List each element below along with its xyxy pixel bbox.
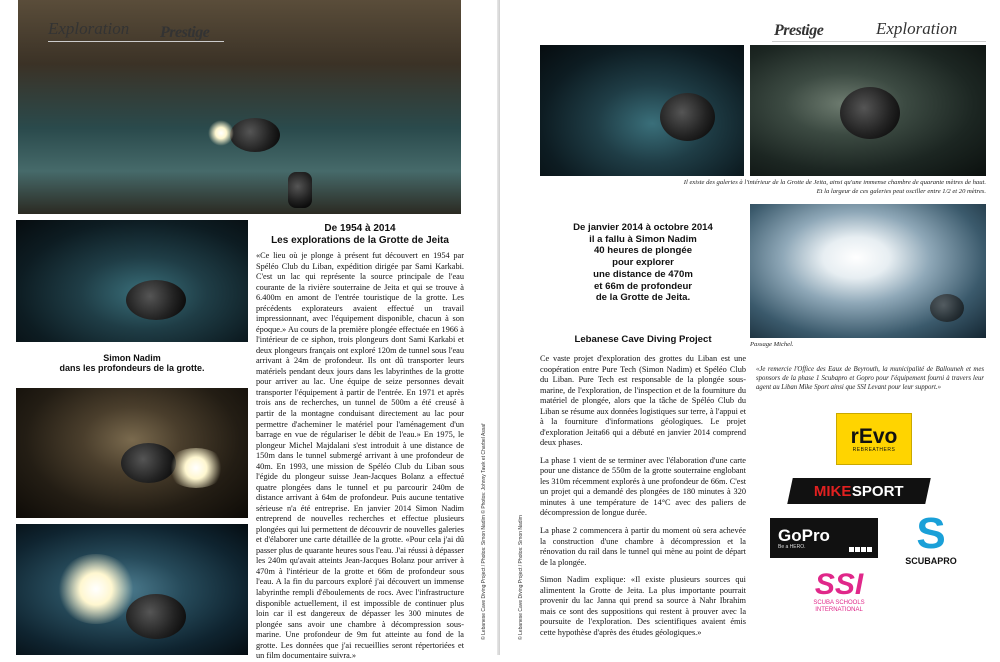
section-label-left: Exploration	[48, 19, 130, 38]
pullquote-line: 40 heures de plongée	[593, 245, 693, 257]
cave-photo-diver-3	[16, 524, 248, 655]
cave-photo-diver-1	[16, 220, 248, 342]
gopro-wordmark: GoPro	[778, 525, 830, 545]
pullquote-line: pour explorer	[612, 257, 674, 269]
torch-light	[56, 554, 136, 624]
header-rule-left	[48, 41, 224, 42]
gopro-tagline: Be a HERO.	[778, 543, 806, 550]
article-body-right	[540, 354, 746, 654]
diver-figure	[930, 294, 964, 322]
pullquote-line: de la Grotte de Jeita.	[595, 292, 691, 304]
revo-subtitle: REBREATHERS	[852, 446, 896, 453]
pullquote-line: De janvier 2014 à octobre 2014	[573, 222, 713, 233]
scubapro-logo	[888, 509, 974, 580]
paragraph: La phase 1 vient de se terminer avec l'élaboration d'une carte pour une distance de 550m de la grotte souterraine englobant les 310m récemment explorés à une profondeur de 66m. C'est un projet qui a demandé des plongées de 180 minutes à 320 minutes à une température de 14°C avec des paliers de décompression de longue durée.	[540, 455, 746, 518]
caption-line-1: Il existe des galeries à l'intérieur de la Grotte de Jeita, ainsi qu'une immense chambre de quarante mètres de haut.	[683, 179, 986, 186]
cave-photo-top-right-2	[750, 45, 986, 176]
pullquote-line: il a fallu à Simon Nadim	[589, 233, 697, 245]
cylinder	[288, 172, 312, 208]
pullquote-line: une distance de 470m	[593, 268, 693, 280]
project-heading: Lebanese Cave Diving Project	[574, 334, 712, 345]
right-page	[500, 0, 1000, 655]
caption-desc: dans les profondeurs de la grotte.	[59, 363, 205, 374]
brand-logo-left: Prestige	[160, 24, 210, 41]
ssi-wordmark: SSI	[814, 568, 864, 601]
gopro-squares-icon	[849, 547, 872, 552]
caption-name: Simon Nadim	[103, 353, 161, 363]
cave-photo-passage-michel	[750, 204, 986, 338]
left-page	[0, 0, 500, 661]
torch-light	[166, 448, 226, 488]
pullquote	[540, 222, 746, 304]
sponsor-thanks: «Je remercie l'Office des Eaux de Beyrouth, la municipalité de Ballouneh et mes sponsors de la phase 1 Scubapro et Gopro pour l'équipement fourni à travers leur agent au Liban Mike Sport ainsi que SSI Levant pour leur support.»	[756, 366, 984, 391]
diver-figure	[660, 93, 715, 141]
revo-rebreathers-logo	[836, 413, 912, 465]
diver-figure	[230, 118, 280, 152]
caption-line-2: Et la largeur de ces galeries peut osciller entre 1/2 et 20 mètres.	[816, 187, 986, 195]
ssi-logo	[796, 570, 882, 640]
passage-caption: Passage Michel.	[750, 341, 794, 348]
mike-wordmark: MIKE	[814, 482, 852, 500]
pullquote-line: et 66m de profondeur	[593, 280, 693, 292]
cave-photo-top-right-1	[540, 45, 744, 176]
heading-years: De 1954 à 2014	[324, 223, 396, 234]
brand-logo-right: Prestige	[774, 22, 824, 39]
article-heading-left	[254, 223, 466, 246]
article-body-left: «Ce lieu où je plonge à présent fut découvert en 1954 par Spéléo Club du Liban, expédition dirigée par Sami Karkabi. C'est un lac qui représente la source principale de l'eau courante de la rivière souterraine de Jeita et qui se trouve à 6.400m en amont de l'entrée touristique de la grotte. Les précédents explorateurs avaient effectué un travail impressionnant, avec l'équipement disponible, chacun à son époque.» Au cours de la première plongée effectuée en 1966 à l'intérieur de ce siphon, trois plongeurs dont Sami Karkabi et deux plongeurs français ont exploré 120m de tunnel sous l'eau arrivant à 24m de profondeur. Ils ont dû transporter leurs matériels pendant deux jours dans les labyrinthes de la grotte pour arriver au lac. Une équipe de seize personnes devait transporter l'équipement à partir de l'entrée. En 1971 et après trois ans de recherches, un tunnel de 500m a été creusé à partir de la montagne conduisant directement au lac pour permettre d'acheminer le matériel pour l'aménagement d'un barrage en vue de régulariser le débit de l'eau.» En 1975, le plongeur Michel Majdalani s'est introduit à une distance de 150m dans le tunnel submergé arrivant à une profondeur de 40m. En 1993, une mission de Spéléo Club du Liban sous l'égide du plongeur suisse Jean-Jacques Bolanz a effectué quatre plongées dans le tunnel et pu parcourir 240m de distance arrivant à 64m de profondeur. Puis aucune tentative sérieuse n'a été entreprise. En janvier 2014 Simon Nadim entreprend de nouvelles recherches et effectue plusieurs plongées qui lui permettent de découvrir de nouvelles galeries et d'élaborer une carte détaillée de la grotte. «Pour cela j'ai dû passer plus de quarante heures sous l'eau. J'ai réussi à dépasser les 240m qu'avait atteints Jean-Jacques Bolanz pour arriver à 470m à l'intérieur de la grotte et 66m de profondeur sous l'eau. A la fin du parcours exploré j'ai découvert un immense labyrinthe rempli d'éboulements de rocs. Avec l'infrastructure disponible actuellement, il est impossible de continuer plus loin car il est dangereux de dépasser les 300 minutes de plongée sans avoir une chambre à décompression sous-marine. Une profondeur de 9m fut atteinte au fond de la grotte. Les données que j'ai recueillies seront répertoriées et un film documentaire suivra.»	[256, 251, 464, 661]
sport-wordmark: SPORT	[851, 482, 904, 500]
paragraph: Simon Nadim explique: «Il existe plusieurs sources qui alimentent la Grotte de Jeita. La plus importante pourrait provenir du lac Janna qui prend sa source à Nahr Ibrahim mais ce sont des suppositions qui restent à prouver avec la poursuite de l'exploration. Des scientifiques avaient émis cette hypothèse d'après des études géologiques.»	[540, 575, 746, 637]
mike-sport-logo	[787, 478, 931, 504]
gopro-logo	[770, 518, 878, 558]
header-rule-right	[772, 41, 986, 42]
section-label-right: Exploration	[876, 19, 958, 38]
heading-title: Les explorations de la Grotte de Jeita	[271, 234, 449, 246]
cave-photo-diver-2	[16, 388, 248, 518]
revo-wordmark: rEvo	[850, 424, 898, 448]
photo-credit-right: © Lebanese Cave Diving Project / Photos: Simon Nadim	[518, 515, 524, 640]
diver-figure	[126, 280, 186, 320]
paragraph: La phase 2 commencera à partir du moment où sera achevée la construction d'une chambre à décompression et la rénovation du rail dans le tunnel qui mène au point de départ de la plongée.	[540, 525, 746, 567]
photo-credit-left: © Lebanese Cave Diving Project / Photos: Simon Nadim © Photos: Johnny Tawk et Charbel Assaf	[481, 423, 487, 640]
ssi-line-2: INTERNATIONAL	[815, 606, 863, 613]
paragraph: Ce vaste projet d'exploration des grottes du Liban est une coopération entre Pure Tech (Simon Nadim) et Spéléo Club du Liban. Pure Tech est responsable de la plongée sous-marine, de l'exploration, de l'inspection et de la fourniture du matériel de plongée, alors que la tâche de Spéléo Club du Liban se résume aux données logistiques sur terre, à l'appui et à la fourniture d'informations géologiques. Le projet d'exploration Jeita66 qui a débuté en janvier 2014 comprend deux phases.	[540, 354, 746, 448]
photo-caption-left	[16, 353, 248, 374]
diver-figure	[126, 594, 186, 639]
scubapro-wordmark: SCUBAPRO	[905, 556, 957, 566]
torch-light	[208, 120, 234, 146]
top-photo-caption	[540, 179, 986, 196]
scubapro-s-icon: S	[916, 509, 946, 558]
ssi-line-1: SCUBA SCHOOLS	[813, 600, 865, 606]
diver-figure	[840, 87, 900, 139]
